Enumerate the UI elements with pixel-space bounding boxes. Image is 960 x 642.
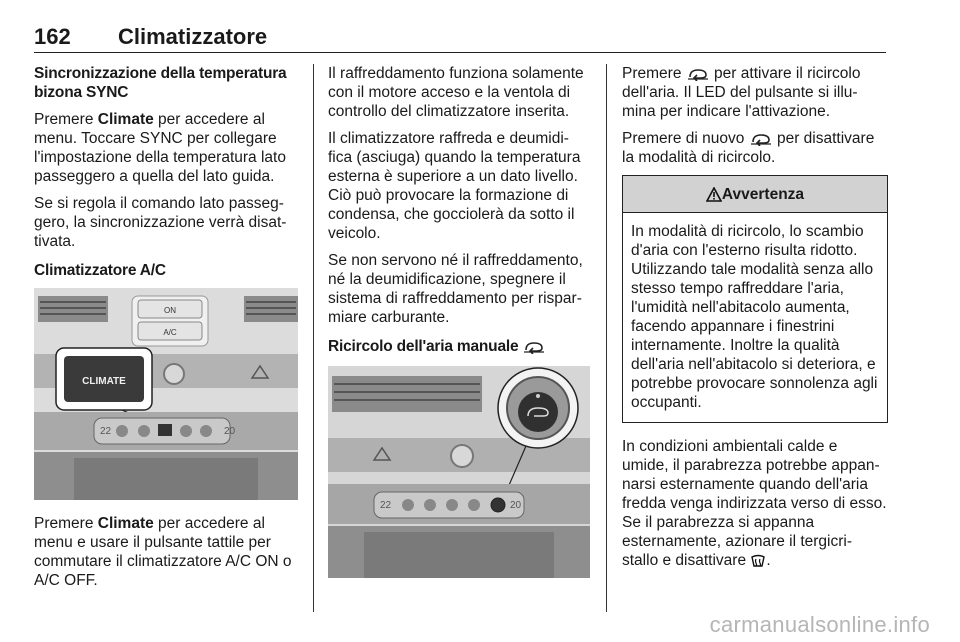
windshield-defrost-icon xyxy=(750,553,766,568)
climate-screen-label: CLIMATE xyxy=(82,376,126,387)
ac-paragraph: Premere Climate per accedere al menu e usare il pulsante tattile per commutare il climatizzatore A/C ON o A/C OFF. xyxy=(34,515,292,589)
column-divider xyxy=(606,64,607,612)
page-header xyxy=(34,24,886,53)
cooling-paragraph: Il raffreddamento funziona solamente con il motore acceso e la ventola di controllo del climatizzatore inserita. xyxy=(328,65,584,120)
climate-keyword: Climate xyxy=(97,111,154,128)
figure-recirc-panel xyxy=(328,366,590,578)
column-divider xyxy=(313,64,314,612)
watermark: carmanualsonline.info xyxy=(709,612,930,637)
recirculation-heading: Ricircolo dell'aria manuale xyxy=(328,337,592,356)
recirc-deactivate-paragraph: Premere di nuovo per disattivare la modalità di ricircolo. xyxy=(622,130,875,166)
recirculation-icon xyxy=(523,340,545,354)
climate-keyword: Climate xyxy=(97,515,154,532)
fuel-saving-paragraph: Se non servono né il raffreddamento, né la deumidificazione, spegnere il sistema di raffreddamento per rispar-miare carburante. xyxy=(328,252,583,326)
column-2 xyxy=(328,64,592,592)
air-vent-right xyxy=(244,296,298,322)
page-number: 162 xyxy=(34,24,71,49)
air-vent-left xyxy=(332,376,482,412)
temp-right: 20 xyxy=(510,500,522,511)
hazard-knob xyxy=(164,364,184,384)
warning-title: Avvertenza xyxy=(721,186,805,203)
warning-body: In modalità di ricircolo, lo scambio d'aria con l'esterno risulta ridotto. Utilizzando tale modalità senza allo stesso tempo raffreddare l'aria, l'umidità nell'abitacolo aumenta, facendo appannare i finestrini internamente. Inoltre la qualità dell'aria nell'abitacolo si deteriora, e potrebbe provocare sonnolenza agli occupanti. xyxy=(631,223,878,411)
hazard-knob xyxy=(451,445,473,467)
temp-right: 20 xyxy=(224,426,236,437)
warning-header xyxy=(623,176,887,213)
on-button-label: ON xyxy=(164,306,176,315)
warning-triangle-icon xyxy=(706,187,722,202)
column-1 xyxy=(34,64,302,598)
chapter-title: Climatizzatore xyxy=(118,24,268,49)
temp-left: 22 xyxy=(380,500,392,511)
sync-heading: Sincronizzazione della temperatura bizona SYNC xyxy=(34,65,287,101)
recirc-activate-paragraph: Premere per attivare il ricircolo dell'aria. Il LED del pulsante si illu-mina per indicare l'attivazione. xyxy=(622,65,861,120)
column-3 xyxy=(622,64,888,578)
recirculation-icon xyxy=(749,132,773,146)
sync-paragraph: Premere Climate per accedere al menu. Toccare SYNC per collegare l'impostazione della temperatura lato passeggero a quella del lato guida. xyxy=(34,111,286,185)
windshield-paragraph: In condizioni ambientali calde e umide, il parabrezza potrebbe appan-narsi esternamente quando dell'aria fredda venga indirizzata verso di esso. Se il parabrezza si appanna esternamente, azionare il tergicri-stallo e disattivare . xyxy=(622,438,887,569)
ac-heading: Climatizzatore A/C xyxy=(34,262,166,279)
dehumidify-paragraph: Il climatizzatore raffreda e deumidi-fica (asciuga) quando la temperatura esterna è superiore a un dato livello. Ciò può provocare la formazione di condensa, che gocciolerà da sotto il veicolo. xyxy=(328,130,581,242)
sync-disable-paragraph: Se si regola il comando lato passeg-gero, la sincronizzazione verrà disat-tivata. xyxy=(34,195,287,250)
warning-box xyxy=(622,175,888,423)
ac-panel-illustration xyxy=(34,288,298,500)
recirculation-icon xyxy=(686,67,710,81)
ac-button-label: A/C xyxy=(163,328,177,337)
temp-left: 22 xyxy=(100,426,112,437)
figure-ac-panel xyxy=(34,288,298,500)
recirc-panel-illustration xyxy=(328,366,590,578)
air-vent-left xyxy=(38,296,108,322)
